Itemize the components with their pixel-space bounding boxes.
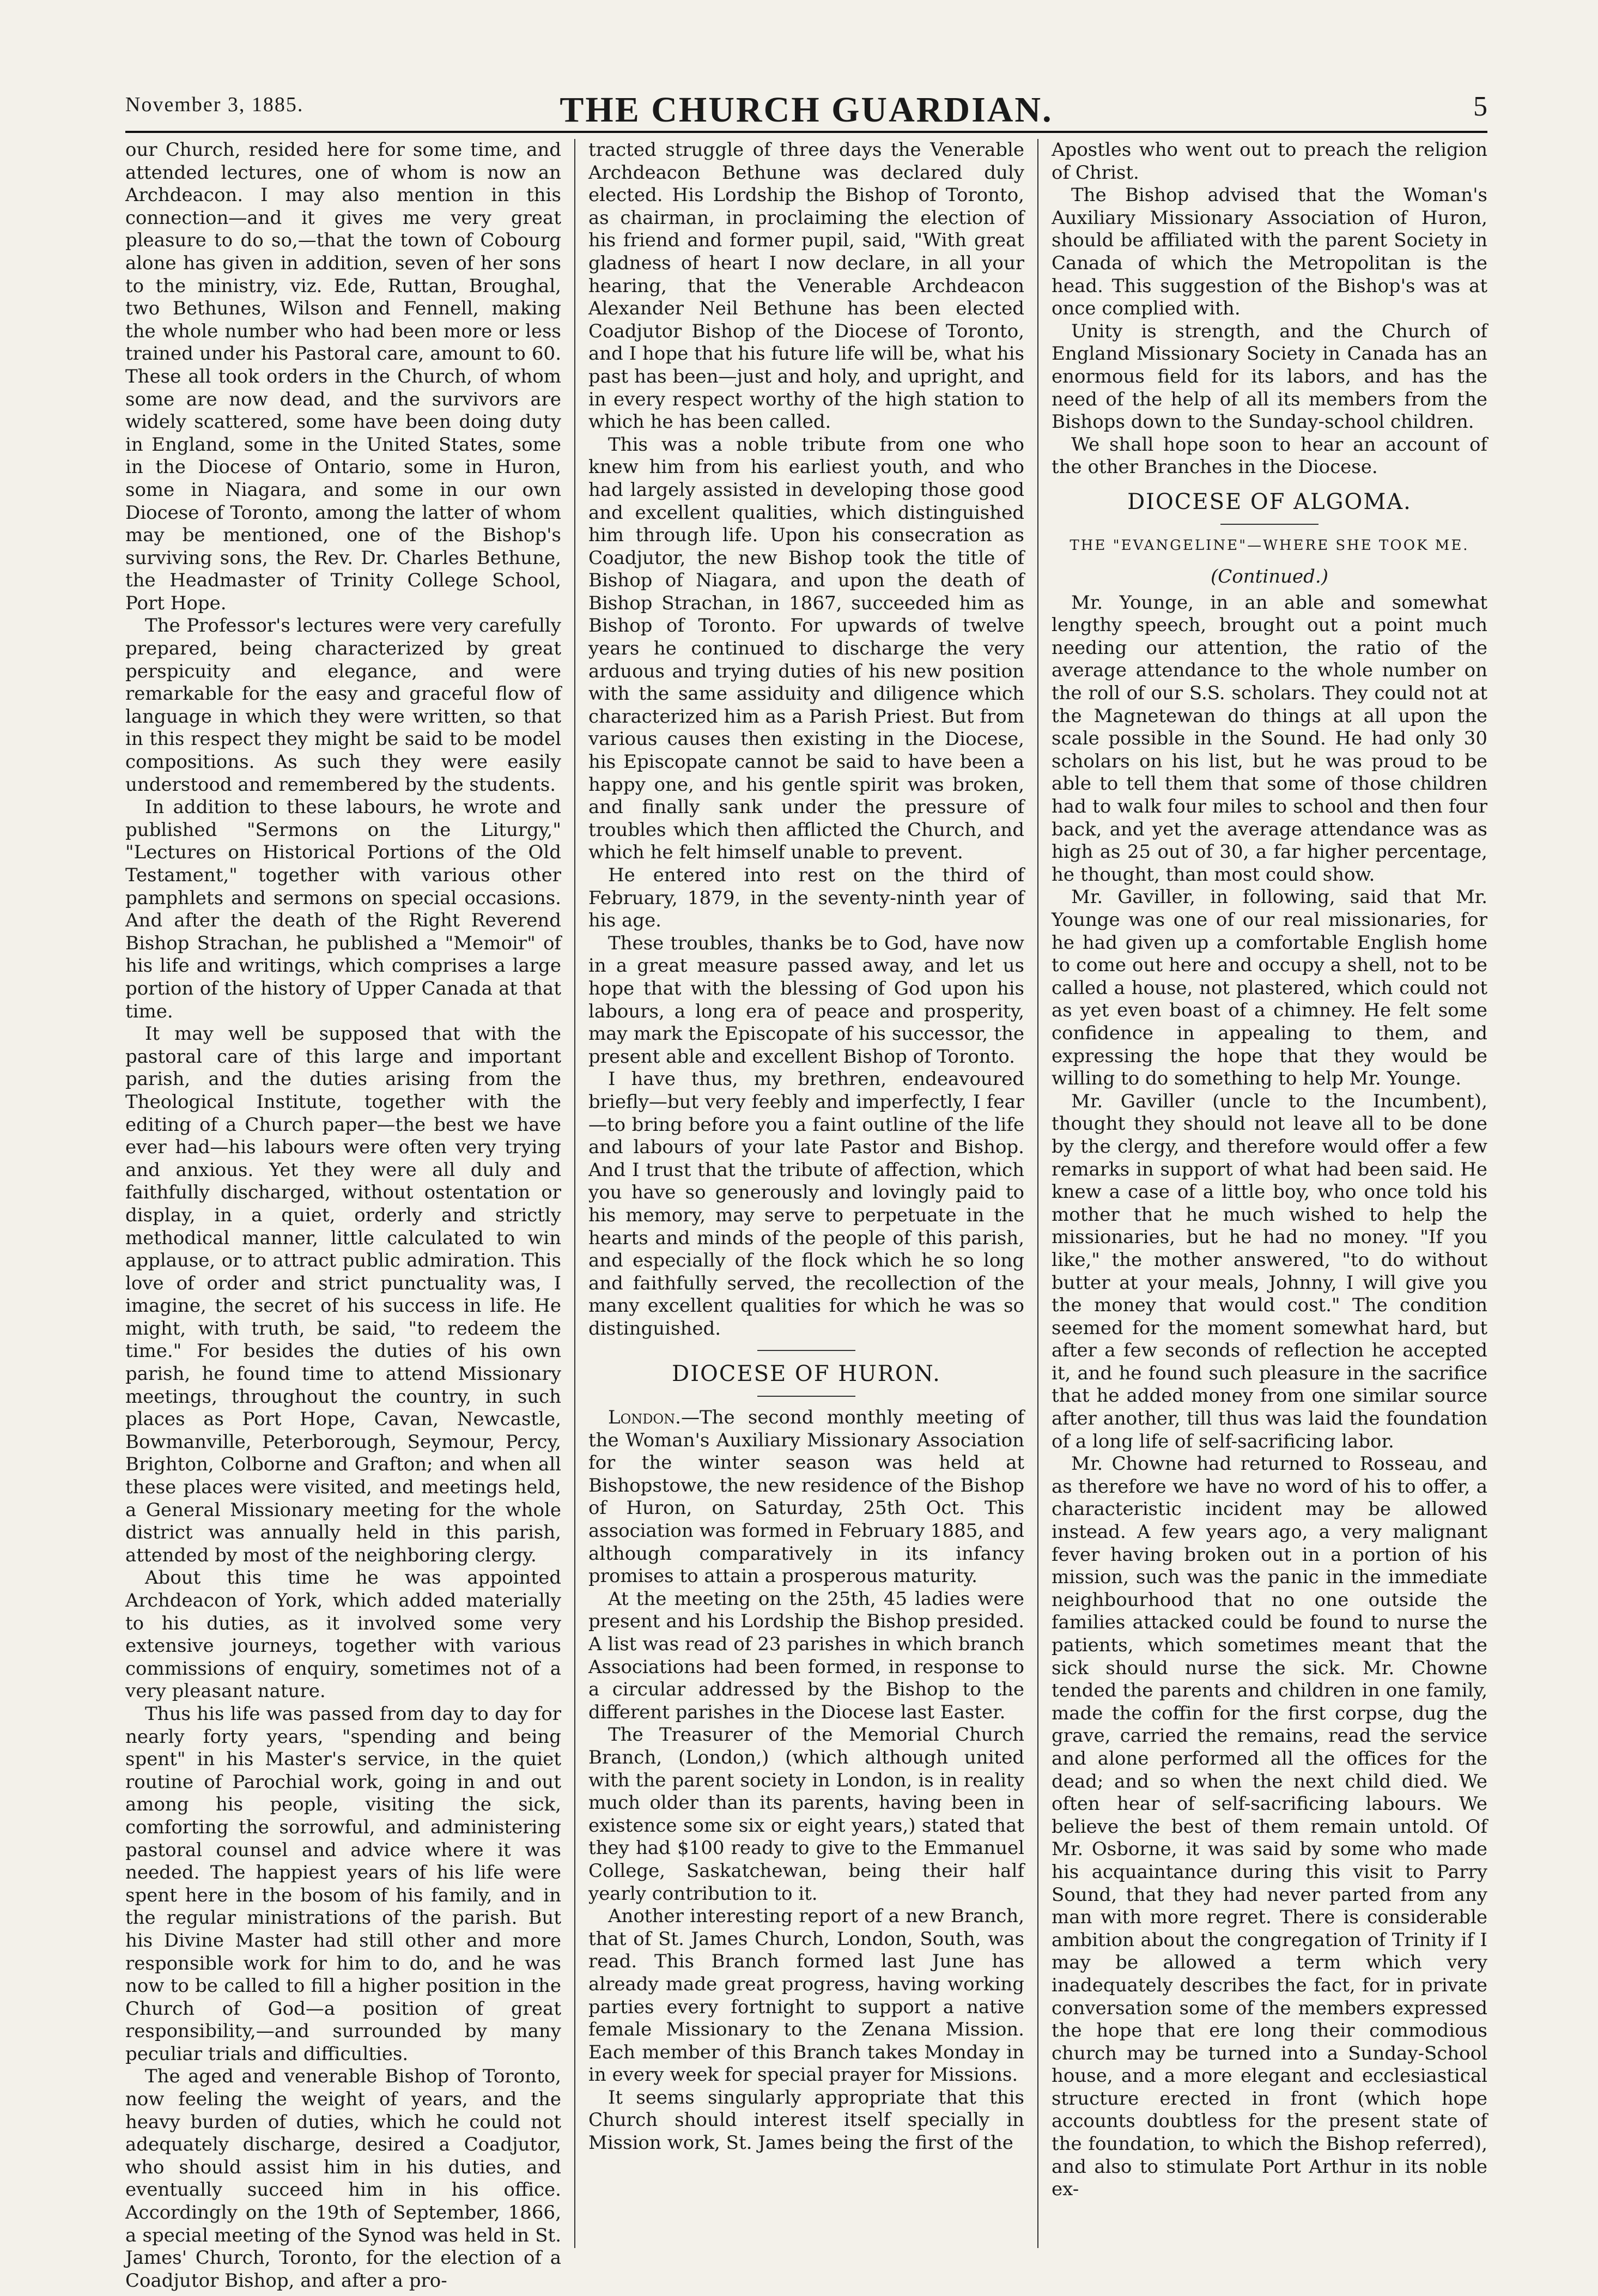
paragraph-text: —The second monthly meeting of the Woman's Auxiliary Missionary Association for the winter season was held at Bishopstowe, the new residence of the Bishop of Huron, on Saturday, 25th Oct. This association was formed in February 1885, and although comparatively in its infancy promises to attain a prosperous maturity. xyxy=(588,1407,1024,1588)
page-number: 5 xyxy=(1473,91,1487,122)
newspaper-title: THE CHURCH GUARDIAN. xyxy=(560,90,1053,130)
section-divider xyxy=(757,1396,855,1397)
section-divider xyxy=(1220,524,1318,525)
subheading: THE "EVANGELINE"—WHERE SHE TOOK ME. xyxy=(1070,537,1469,554)
section-divider xyxy=(757,1350,855,1351)
paragraph: Mr. Gaviller, in following, said that Mr. Younge was one of our real missionaries, for he had given up a comfortable English home to come out here and occupy a shell, not to be called a house, not plastered, which could not as yet even boast of a chimney. He felt some confidence in appealing to them, and expressing the hope that they would be willing to do something to help Mr. Younge. xyxy=(1052,886,1487,1090)
masthead xyxy=(125,87,1487,133)
paragraph: Thus his life was passed from day to day for nearly forty years, "spending and being spent" in his Master's service, in the quiet routine of Parochial work, going in and out among his people, visiting the sick, comforting the sorrowful, and administering pastoral counsel and advice where it was needed. The happiest years of his life were spent here in the bosom of his family, and in the regular ministrations of the parish. But his Divine Master had still other and more responsible work for him to do, and he was now to be called to fill a higher position in the Church of God—a position of great responsibility,—and surrounded by many peculiar trials and difficulties. xyxy=(125,1703,561,2065)
paragraph: Apostles who went out to preach the religion of Christ. xyxy=(1052,139,1487,184)
column-2 xyxy=(588,139,1024,2248)
section-heading-huron: DIOCESE OF HURON. xyxy=(672,1361,941,1387)
paragraph: Mr. Younge, in an able and somewhat lengthy speech, brought out a point much needing our attention, the ratio of the average attendance to the whole number on the roll of our S.S. scholars. They could not at the Magnetewan do things at all upon the scale possible in the Sound. He had only 30 scholars on his list, but he was proud to be able to tell them that some of those children had to walk four miles to school and then four back, and yet the average attendance was as high as 25 out of 30, a far higher percentage, he thought, than most could show. xyxy=(1052,591,1487,886)
dateline: London. xyxy=(608,1407,681,1429)
paragraph: It may well be supposed that with the pastoral care of this large and important parish, and the duties arising from the Theological Institute, together with the editing of a Church paper—the best we have ever had—his labours were often very trying and anxious. Yet they were all duly and faithfully discharged, without ostentation or display, in a quiet, orderly and strictly methodical manner, little calculated to win applause, or to attract public admiration. This love of order and strict punctuality was, I imagine, the secret of his success in life. He might, with truth, be said, "to redeem the time." For besides the duties of his own parish, he found time to attend Missionary meetings, throughout the country, in such places as Port Hope, Cavan, Newcastle, Bowmanville, Peterborough, Seymour, Percy, Brighton, Colborne and Grafton; and when all these places were visited, and meetings held, a General Missionary meeting for the whole district was annually held in this parish, attended by most of the neighboring clergy. xyxy=(125,1023,561,1566)
paragraph: The Bishop advised that the Woman's Auxiliary Missionary Association of Huron, should be affiliated with the parent Society in Canada of which the Metropolitan is the head. This suggestion of the Bishop's was at once complied with. xyxy=(1052,184,1487,320)
paragraph: At the meeting on the 25th, 45 ladies were present and his Lordship the Bishop presided. A list was read of 23 parishes in which branch Associations had been formed, in response to a circular addressed by the Bishop to the different parishes in the Diocese last Easter. xyxy=(588,1588,1024,1723)
paragraph: The Treasurer of the Memorial Church Branch, (London,) (which although united with the parent society in London, is in reality much older than its parents, having been in existence some six or eight years,) stated that they had $100 ready to give to the Emmanuel College, Saskatchewan, being their half yearly contribution to it. xyxy=(588,1724,1024,1905)
paragraph: tracted struggle of three days the Venerable Archdeacon Bethune was declared duly elected. His Lordship the Bishop of Toronto, as chairman, in proclaiming the election of his friend and former pupil, said, "With great gladness of heart I now declare, in all your hearing, that the Venerable Archdeacon Alexander Neil Bethune has been elected Coadjutor Bishop of the Diocese of Toronto, and I hope that his future life will be, what his past has been—just and holy, and upright, and in every respect worthy of the high station to which he has been called. xyxy=(588,139,1024,433)
paragraph: In addition to these labours, he wrote and published "Sermons on the Liturgy," "Lectures on Historical Portions of the Old Testament," together with various other pamphlets and sermons on special occasions. And after the death of the Right Reverend Bishop Strachan, he published a "Memoir" of his life and writings, which comprises a large portion of the history of Upper Canada at that time. xyxy=(125,796,561,1022)
paragraph: These troubles, thanks be to God, have now in a great measure passed away, and let us hope that with the blessing of God upon his labours, a long era of peace and prosperity, may mark the Episcopate of his successor, the present able and excellent Bishop of Toronto. xyxy=(588,932,1024,1068)
paragraph xyxy=(588,1407,1024,1588)
paragraph: I have thus, my brethren, endeavoured briefly—but very feebly and imperfectly, I fear—to bring before you a faint outline of the life and labours of your late Pastor and Bishop. And I trust that the tribute of affection, which you have so generously and lovingly paid to his memory, may serve to perpetuate in the hearts and minds of the people of this parish, and especially of the flock which he so long and faithfully served, the recollection of the many excellent qualities for which he was so distinguished. xyxy=(588,1068,1024,1340)
paragraph: The aged and venerable Bishop of Toronto, now feeling the weight of years, and the heavy burden of duties, which he could not adequately discharge, desired a Coadjutor, who should assist him in his duties, and eventually succeed him in his office. Accordingly on the 19th of September, 1866, a special meeting of the Synod was held in St. James' Church, Toronto, for the election of a Coadjutor Bishop, and after a pro- xyxy=(125,2065,561,2292)
paragraph: It seems singularly appropriate that this Church should interest itself specially in Mission work, St. James being the first of the xyxy=(588,2086,1024,2154)
paragraph: He entered into rest on the third of February, 1879, in the seventy-ninth year of his age. xyxy=(588,864,1024,932)
paragraph: About this time he was appointed Archdeacon of York, which added materially to his duties, as it involved some very extensive journeys, together with various commissions of enquiry, sometimes not of a very pleasant nature. xyxy=(125,1567,561,1703)
paragraph: We shall hope soon to hear an account of the other Branches in the Diocese. xyxy=(1052,433,1487,478)
column-divider xyxy=(574,139,575,2248)
paragraph: This was a noble tribute from one who knew him from his earliest youth, and who had largely assisted in developing those good and excellent qualities, which distinguished him through life. Upon his consecration as Coadjutor, the new Bishop took the title of Bishop of Niagara, and upon the death of Bishop Strachan, in 1867, succeeded him as Bishop of Toronto. For upwards of twelve years he continued to discharge the very arduous and trying duties of his new position with the same assiduity and diligence which characterized him as a Parish Priest. But from various causes then existing in the Diocese, his Episcopate cannot be said to have been a happy one, and his gentle spirit was broken, and finally sank under the pressure of troubles which then afflicted the Church, and which he felt himself unable to prevent. xyxy=(588,433,1024,864)
issue-date: November 3, 1885. xyxy=(125,93,304,116)
paragraph: Mr. Gaviller (uncle to the Incumbent), thought they should not leave all to be done by the clergy, and therefore would offer a few remarks in support of what had been said. He knew a case of a little boy, who once told his mother that he much wished to help the missionaries, but he had no money. "If you like," the mother answered, "to do without butter at your meals, Johnny, I will give you the money that would cost." The condition seemed for the moment somewhat hard, but after a few seconds of reflection he accepted it, and he found such pleasure in the sacrifice that he added money from one similar source after another, till thus was laid the foundation of a long life of self-sacrificing labor. xyxy=(1052,1090,1487,1452)
paragraph: Mr. Chowne had returned to Rosseau, and as therefore we have no word of his to offer, a characteristic incident may be allowed instead. A few years ago, a very malignant fever having broken out in a portion of his mission, such was the panic in the immediate neighbourhood that no one outside the families attacked could be found to nurse the patients, which sometimes meant that the sick should nurse the sick. Mr. Chowne tended the parents and children in one family, made the coffin for the first corpse, dug the grave, carried the remains, read the service and alone performed all the offices for the dead; and so when the next child died. We often hear of self-sacrificing labours. We believe the best of them remain untold. Of Mr. Osborne, it was said by some who made his acquaintance during this visit to Parry Sound, that they had never parted from any man with more regret. There is considerable ambition about the congregation of Trinity if I may be allowed a term which very inadequately describes the fact, for in private conversation some of the members expressed the hope that ere long their commodious church may be turned into a Sunday-School house, and a more elegant and ecclesiastical structure erected in front (which hope accounts doubtless for the present state of the foundation, to which the Bishop referred), and also to stimulate Port Arthur in its noble ex- xyxy=(1052,1453,1487,2201)
column-3 xyxy=(1052,139,1487,2248)
column-1 xyxy=(125,139,561,2292)
continued-label: (Continued.) xyxy=(1211,566,1328,588)
paragraph: our Church, resided here for some time, and attended lectures, one of whom is now an Archdeacon. I may also mention in this connection—and it gives me very great pleasure to do so,—that the town of Cobourg alone has given in addition, seven of her sons to the ministry, viz. Ede, Ruttan, Broughal, two Bethunes, Wilson and Fennell, making the whole number who had been more or less trained under his Pastoral care, amount to 60. These all took orders in the Church, of whom some are now dead, and the survivors are widely scattered, some have been doing duty in England, some in the United States, some in the Diocese of Ontario, some in Huron, some in Niagara, and some in our own Diocese of Toronto, among the latter of whom may be mentioned, one of the Bishop's surviving sons, the Rev. Dr. Charles Bethune, the Headmaster of Trinity College School, Port Hope. xyxy=(125,139,561,614)
column-divider xyxy=(1037,139,1038,2248)
section-heading-algoma: DIOCESE OF ALGOMA. xyxy=(1127,489,1412,514)
paragraph: Unity is strength, and the Church of England Missionary Society in Canada has an enormous field for its labors, and has the need of the help of all its members from the Bishops down to the Sunday-school children. xyxy=(1052,320,1487,433)
paragraph: The Professor's lectures were very carefully prepared, being characterized by great perspicuity and elegance, and were remarkable for the easy and graceful flow of language in which they were written, so that in this respect they might be said to be model compositions. As such they were easily understood and remembered by the students. xyxy=(125,615,561,796)
paragraph: Another interesting report of a new Branch, that of St. James Church, London, South, was read. This Branch formed last June has already made great progress, having working parties every fortnight to support a native female Missionary to the Zenana Mission. Each member of this Branch takes Monday in in every week for special prayer for Missions. xyxy=(588,1905,1024,2086)
article-columns xyxy=(125,139,1487,2292)
